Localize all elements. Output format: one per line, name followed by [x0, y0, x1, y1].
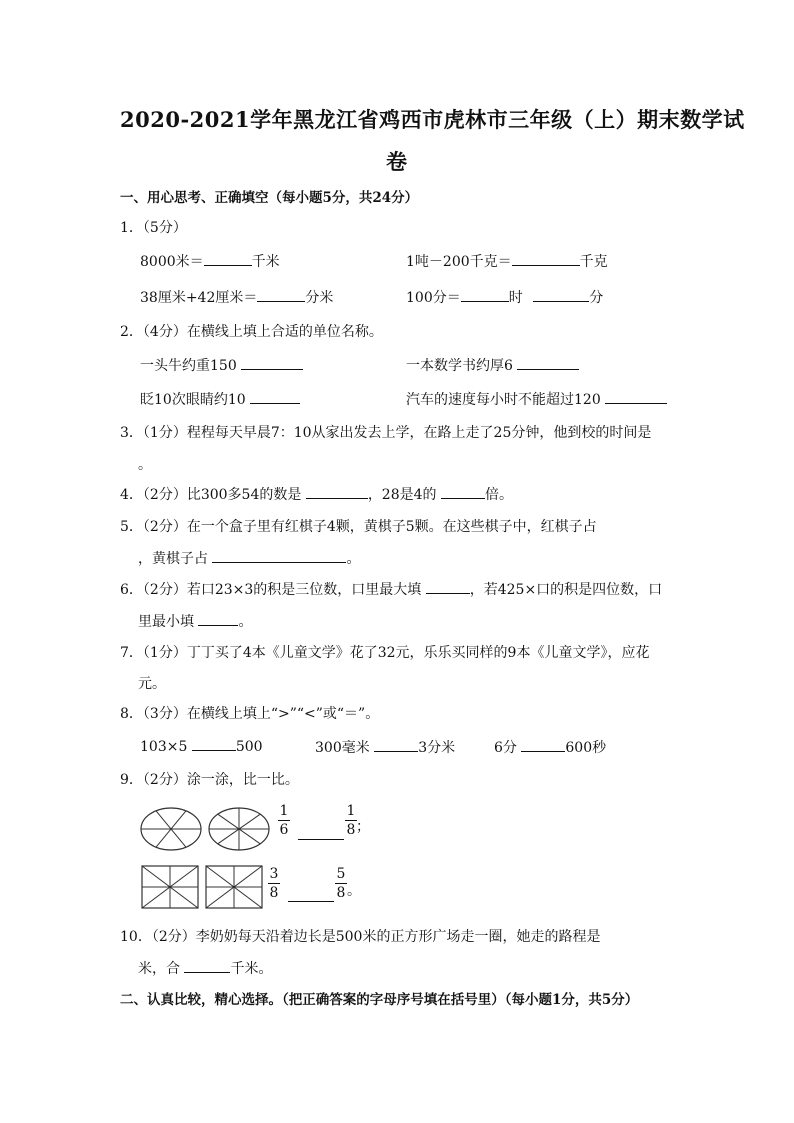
rectangle-diagrams: [140, 864, 265, 910]
question-1-head: 1．（5分）: [120, 220, 187, 236]
answer-blank[interactable]: [241, 356, 303, 370]
question-7-line2: 元。: [138, 676, 166, 692]
fraction-three-eighths: 3 8: [269, 866, 279, 901]
question-10-line1: 10．（2分）李奶奶每天沿着边长是500米的正方形广场走一圈，她走的路程是: [120, 929, 601, 945]
circle-diagrams: [138, 804, 273, 854]
question-1-item-a: 8000米＝ 千米: [140, 254, 280, 270]
question-2-head: 2．（4分）在横线上填上合适的单位名称。: [120, 324, 383, 340]
answer-blank[interactable]: [374, 738, 418, 752]
compare-blank-2[interactable]: [288, 888, 334, 902]
section-heading-2: 二、认真比较，精心选择。（把正确答案的字母序号填在括号里）（每小题1分，共5分）: [120, 992, 639, 1008]
answer-blank[interactable]: [306, 485, 368, 499]
question-1-item-c: 38厘米+42厘米＝ 分米: [140, 290, 334, 306]
question-2-item-a: 一头牛约重150: [140, 355, 303, 375]
answer-blank[interactable]: [192, 737, 236, 751]
fraction-one-eighth: 1 8: [346, 803, 356, 838]
question-7-line1: 7．（1分）丁丁买了4本《儿童文学》花了32元，乐乐买同样的9本《儿童文学》，应花: [120, 645, 650, 661]
answer-blank[interactable]: [250, 390, 300, 404]
question-10-line2: 米，合 千米。: [138, 961, 273, 977]
answer-blank[interactable]: [198, 612, 238, 626]
question-8-item-b: 300毫米 3分米: [315, 740, 456, 756]
question-9-head: 9．（2分）涂一涂，比一比。: [120, 772, 299, 788]
question-2-item-c: 眨10次眼睛约10: [140, 389, 300, 409]
answer-blank[interactable]: [605, 390, 667, 404]
page-title-continued: 卷: [386, 149, 408, 174]
answer-blank[interactable]: [257, 288, 305, 302]
question-8-item-c: 6分 600秒: [494, 740, 607, 756]
answer-blank[interactable]: [461, 288, 509, 302]
question-5-line1: 5．（2分）在一个盒子里有红棋子4颗，黄棋子5颗。在这些棋子中，红棋子占: [120, 519, 597, 535]
question-4: 4．（2分）比300多54的数是 ，28是4的 倍。: [120, 487, 513, 503]
fraction-row-2-suffix: 。: [347, 883, 361, 899]
circle-sixths[interactable]: [141, 808, 201, 850]
answer-blank[interactable]: [517, 356, 579, 370]
question-6-line2: 里最小填 。: [138, 614, 253, 630]
answer-blank[interactable]: [533, 288, 589, 302]
answer-blank[interactable]: [184, 959, 230, 973]
page-title: 2020-2021学年黑龙江省鸡西市虎林市三年级（上）期末数学试: [120, 107, 745, 132]
answer-blank[interactable]: [512, 252, 580, 266]
question-2-item-b: 一本数学书约厚6: [406, 355, 579, 375]
section-heading-1: 一、用心思考、正确填空（每小题5分，共24分）: [120, 190, 419, 206]
answer-blank[interactable]: [521, 738, 565, 752]
question-3-line2: 。: [138, 457, 152, 473]
question-1-item-d: 100分＝ 时 分: [406, 290, 604, 306]
question-2-item-d: 汽车的速度每小时不能超过120: [406, 389, 667, 409]
fraction-five-eighths: 5 8: [336, 866, 346, 901]
answer-blank[interactable]: [212, 549, 346, 563]
question-8-head: 8．（3分）在横线上填上“>”“<”或“＝”。: [120, 706, 380, 722]
fraction-row-1-suffix: ；: [356, 819, 370, 835]
compare-blank-1[interactable]: [298, 826, 344, 840]
question-5-line2: ，黄棋子占 。: [138, 551, 361, 567]
question-3-line1: 3．（1分）程程每天早晨7：10从家出发去上学，在路上走了25分钟，他到校的时间是: [120, 425, 652, 441]
fraction-one-sixth: 1 6: [279, 803, 289, 838]
rectangle-eighths-a[interactable]: [142, 866, 198, 908]
circle-eighths[interactable]: [209, 808, 269, 850]
answer-blank[interactable]: [441, 485, 485, 499]
question-6-line1: 6．（2分）若口23×3的积是三位数，口里最大填 ，若425×口的积是四位数，口: [120, 582, 663, 598]
rectangle-eighths-b[interactable]: [206, 866, 262, 908]
question-8-item-a: 103×5 500: [140, 739, 263, 755]
answer-blank[interactable]: [426, 580, 470, 594]
answer-blank[interactable]: [204, 252, 252, 266]
question-1-item-b: 1吨－200千克＝ 千克: [406, 254, 608, 270]
